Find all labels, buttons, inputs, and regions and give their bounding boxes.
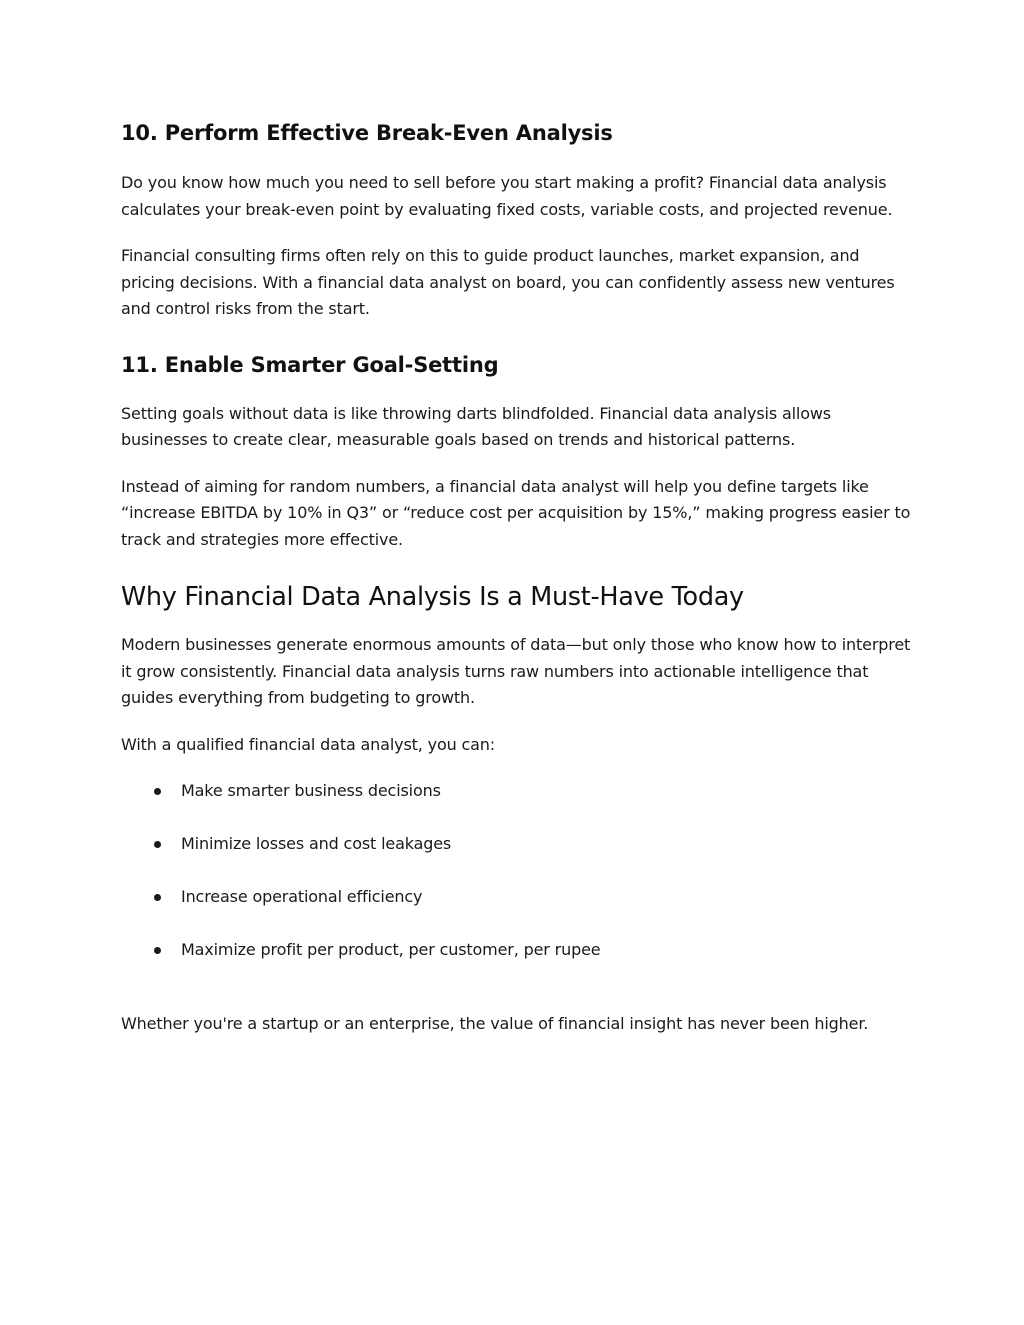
bullet-icon: [154, 788, 161, 795]
list-item: [121, 778, 911, 805]
list-item-text: Make smarter business decisions: [181, 781, 441, 800]
why-lead-paragraph: With a qualified financial data analyst, you can:: [121, 734, 496, 754]
why-heading: Why Financial Data Analysis Is a Must-Have Today: [121, 582, 744, 612]
section-10-paragraph-1: Do you know how much you need to sell before you start making a profit? Financial data analysis calculates your break-even point by evaluating fixed costs, variable costs, and projected revenue.: [121, 173, 893, 219]
list-item: [121, 937, 911, 964]
why-intro-paragraph: Modern businesses generate enormous amounts of data—but only those who know how to interpret it grow consistently. Financial data analysis turns raw numbers into actionable intelligence that guides everything from budgeting to growth.: [121, 635, 911, 707]
section-10-paragraph-2: Financial consulting firms often rely on this to guide product launches, market expansion, and pricing decisions. With a financial data analyst on board, you can confidently assess new ventures and control risks from the start.: [121, 246, 895, 318]
bullet-icon: [154, 894, 161, 901]
section-11-heading: 11. Enable Smarter Goal-Setting: [121, 352, 499, 377]
list-item: [121, 884, 911, 911]
section-11-paragraph-1: Setting goals without data is like throwing darts blindfolded. Financial data analysis allows businesses to create clear, measurable goals based on trends and historical patterns.: [121, 403, 831, 449]
closing-paragraph: Whether you're a startup or an enterprise, the value of financial insight has never been higher.: [121, 1013, 869, 1033]
bullet-icon: [154, 841, 161, 848]
document-page: [121, 118, 911, 1037]
bullet-icon: [154, 947, 161, 954]
list-item-text: Maximize profit per product, per customer, per rupee: [181, 940, 601, 959]
section-10-heading: 10. Perform Effective Break-Even Analysis: [121, 121, 613, 145]
section-11-paragraph-2: Instead of aiming for random numbers, a financial data analyst will help you define targets like “increase EBITDA by 10% in Q3” or “reduce cost per acquisition by 15%,” making progress easier to track and strategies more effective.: [121, 476, 911, 549]
list-item-text: Minimize losses and cost leakages: [181, 834, 452, 853]
list-item-text: Increase operational efficiency: [181, 887, 423, 906]
list-item: [121, 831, 911, 858]
benefits-list: [121, 778, 911, 964]
